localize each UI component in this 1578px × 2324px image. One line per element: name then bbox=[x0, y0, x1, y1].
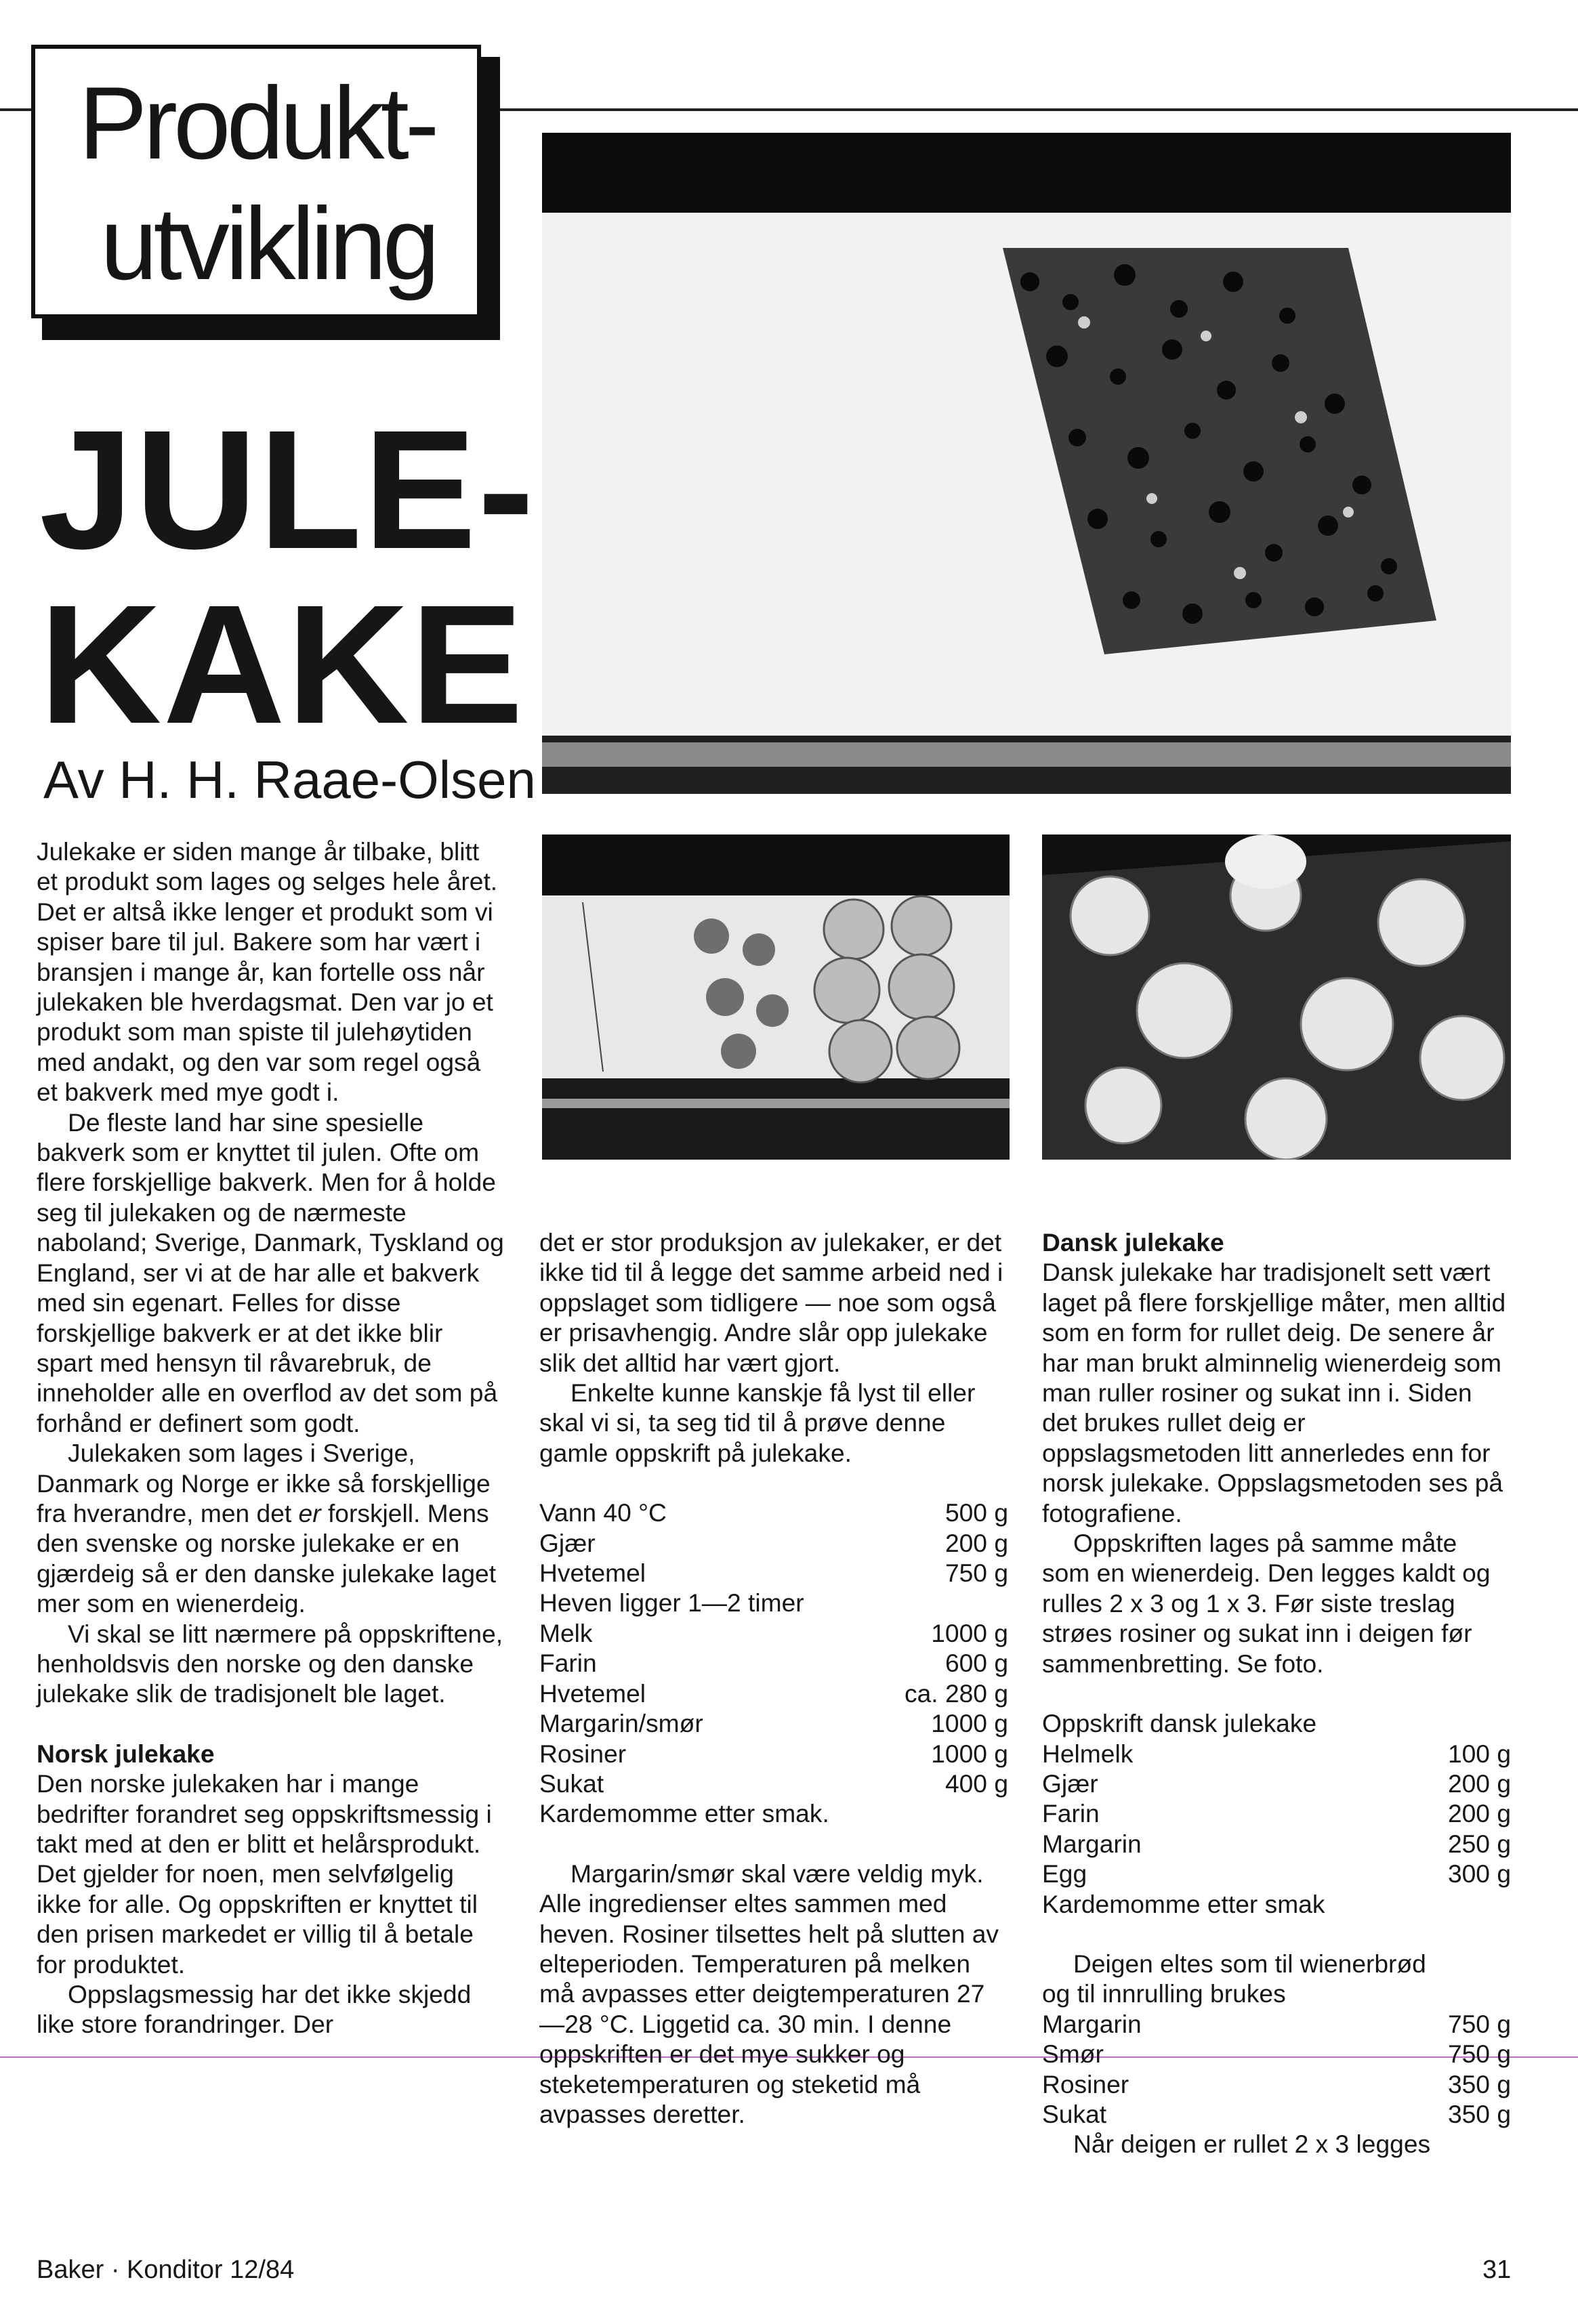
ingredient: Smør bbox=[1042, 2040, 1104, 2069]
amount: 300 g bbox=[1447, 1859, 1511, 1888]
recipe-row bbox=[1042, 1859, 1511, 1888]
amount: 200 g bbox=[1447, 1769, 1511, 1798]
ingredient: Egg bbox=[1042, 1859, 1087, 1888]
ingredient: Vann 40 °C bbox=[539, 1498, 667, 1527]
paragraph-norsk-1: Den norske julekaken har i mange bedrifter forandret seg oppskriftsmessig i takt med at den er blitt et helårsprodukt. Det gjelder for noen, men selvfølgelig ikke for alle. Og oppskriften er knyttet til den prisen markedet er villig til å betale for produktet. bbox=[37, 1769, 492, 1979]
emphasis: er bbox=[298, 1498, 321, 1527]
ingredient: Heven ligger 1—2 timer bbox=[539, 1588, 804, 1618]
paragraph-innrulling: og til innrulling brukes bbox=[1042, 1979, 1286, 2008]
ingredient: Sukat bbox=[539, 1769, 604, 1798]
amount: 750 g bbox=[944, 1559, 1008, 1588]
ingredient: Hvetemel bbox=[539, 1678, 646, 1708]
paragraph-norsk-2: Oppslagsmessig har det ikke skjedd like store forandringer. Der bbox=[37, 1980, 472, 2039]
footer-publication: Baker · Konditor 12/84 bbox=[37, 2256, 295, 2284]
ingredient: Kardemomme etter smak bbox=[1042, 1889, 1325, 1918]
paragraph-margarin: Margarin/smør skal være veldig myk. Alle ingredienser eltes sammen med heven. Rosiner tilsettes helt på slutten av elteperioden. Temperaturen på melken må avpasses etter deigtemperaturen 27—28 °C. Liggetid ca. 30 min. I denne oppskriften er det mye sukker og steketemperaturen og steketid må avpasses deretter. bbox=[539, 1859, 999, 2128]
column-3 bbox=[1042, 1227, 1511, 2159]
section-logo bbox=[31, 45, 481, 318]
recipe-row bbox=[539, 1588, 1008, 1618]
paragraph-sverige-danmark bbox=[37, 1438, 505, 1618]
spacer bbox=[37, 1709, 505, 1739]
amount: 1000 g bbox=[931, 1739, 1008, 1768]
spacer bbox=[539, 1468, 1008, 1498]
recipe-row bbox=[539, 1618, 1008, 1648]
amount: 1000 g bbox=[931, 1618, 1008, 1647]
paragraph-oppskriftene: Vi skal se litt nærmere på oppskriftene, henholdsvis den norske og den danske julekake slik de tradisjonelt ble laget. bbox=[37, 1619, 503, 1708]
spacer bbox=[539, 1829, 1008, 1859]
recipe-row bbox=[1042, 1798, 1511, 1828]
amount: 250 g bbox=[1447, 1829, 1511, 1858]
photo-dough-with-raisins bbox=[542, 133, 1511, 794]
paragraph-deigen-eltes: Deigen eltes som til wienerbrød bbox=[1073, 1949, 1426, 1978]
logo-line-2: utvikling bbox=[100, 186, 436, 301]
amount: 200 g bbox=[944, 1528, 1008, 1557]
ingredient: Hvetemel bbox=[539, 1559, 646, 1588]
amount: 350 g bbox=[1447, 2069, 1511, 2098]
recipe-row bbox=[539, 1558, 1008, 1588]
recipe-row bbox=[1042, 2099, 1511, 2129]
heading-dansk-julekake: Dansk julekake bbox=[1042, 1228, 1224, 1256]
photo-cakes-on-tray bbox=[1042, 834, 1511, 1160]
recipe-row bbox=[1042, 1889, 1511, 1919]
amount: 350 g bbox=[1447, 2099, 1511, 2128]
amount: 400 g bbox=[944, 1769, 1008, 1798]
byline: Av H. H. Raae-Olsen bbox=[43, 750, 536, 809]
recipe-title: Oppskrift dansk julekake bbox=[1042, 1709, 1317, 1738]
column-2 bbox=[539, 1227, 1008, 2129]
recipe-row bbox=[1042, 1739, 1511, 1769]
recipe-row bbox=[539, 1708, 1008, 1738]
ingredient: Margarin bbox=[1042, 2009, 1142, 2038]
paragraph-dansk-2: Oppskriften lages på samme måte som en wienerdeig. Den legges kaldt og rulles 2 x 3 og 1 x 3. Før siste treslag strøes rosiner og sukat inn i deigen før sammenbretting. Se foto. bbox=[1042, 1529, 1491, 1678]
amount: 100 g bbox=[1447, 1739, 1511, 1768]
recipe-row bbox=[539, 1498, 1008, 1527]
paragraph-intro: Julekake er siden mange år tilbake, blitt et produkt som lages og selges hele året. Det er altså ikke lenger et produkt som vi spiser bare til jul. Bakere som har vært i bransjen i mange år, kan fortelle oss når julekaken ble hverdagsmat. Den var jo et produkt som man spiste til julehøytiden med andakt, og den var som regel også et bakverk med mye godt i. bbox=[37, 837, 498, 1107]
recipe-row bbox=[1042, 2069, 1511, 2099]
recipe-row bbox=[539, 1769, 1008, 1798]
ingredient: Farin bbox=[1042, 1799, 1100, 1828]
amount: ca. 280 g bbox=[905, 1678, 1008, 1708]
ingredient: Margarin bbox=[1042, 1829, 1142, 1858]
recipe-norsk bbox=[539, 1498, 1008, 1828]
recipe-row bbox=[1042, 2009, 1511, 2039]
heading-norsk-julekake: Norsk julekake bbox=[37, 1739, 215, 1768]
amount: 750 g bbox=[1447, 2009, 1511, 2038]
ingredient: Helmelk bbox=[1042, 1739, 1134, 1768]
recipe-row bbox=[539, 1528, 1008, 1558]
paragraph-produksjon: det er stor produksjon av julekaker, er det ikke tid til å legge det samme arbeid ned i oppslaget som tidligere — noe som også er prisavhengig. Andre slår opp julekake slik det alltid har vært gjort. bbox=[539, 1228, 1003, 1377]
ingredient: Rosiner bbox=[1042, 2069, 1129, 2098]
ingredient: Sukat bbox=[1042, 2099, 1107, 2128]
page-number: 31 bbox=[1482, 2256, 1512, 2284]
ingredient: Gjær bbox=[539, 1528, 596, 1557]
recipe-row bbox=[1042, 1769, 1511, 1798]
recipe-row bbox=[1042, 1829, 1511, 1859]
ingredient: Gjær bbox=[1042, 1769, 1098, 1798]
paragraph-bakverk: De fleste land har sine spesielle bakverk som er knyttet til julen. Ofte om flere forskjellige bakverk. Men for å holde seg til julekaken og de nærmeste naboland; Sverige, Danmark, Tyskland og England, ser vi at de har alle et bakverk med sin egenart. Felles for disse forskjellige bakverk er at det ikke blir spart med hensyn til råvarebruk, de inneholder alle en overflod av det som på forhånd er definert som godt. bbox=[37, 1107, 504, 1437]
spacer bbox=[1042, 1678, 1511, 1708]
paragraph-enkelte: Enkelte kunne kanskje få lyst til eller skal vi si, ta seg tid til å prøve denne gamle oppskrift på julekake. bbox=[539, 1378, 976, 1467]
photo-rolled-dough-pieces bbox=[542, 834, 1010, 1160]
paragraph-closing: Når deigen er rullet 2 x 3 legges bbox=[1073, 2130, 1431, 2159]
recipe-row bbox=[539, 1798, 1008, 1828]
ingredient: Melk bbox=[539, 1618, 593, 1647]
amount: 200 g bbox=[1447, 1799, 1511, 1828]
column-1 bbox=[37, 837, 505, 2040]
headline-line-1: JULE- bbox=[39, 395, 536, 584]
headline-line-2: KAKE bbox=[39, 570, 525, 759]
recipe-row bbox=[539, 1648, 1008, 1678]
ingredient: Rosiner bbox=[539, 1739, 627, 1768]
ingredient: Margarin/smør bbox=[539, 1709, 703, 1738]
logo-line-1: Produkt- bbox=[79, 66, 436, 181]
recipe-row bbox=[539, 1678, 1008, 1708]
ingredient: Kardemomme etter smak. bbox=[539, 1799, 829, 1828]
text-run: Julekaken som lages i Sverige, Danmark og Norge er ikke så forskjellige fra hverandre, men det bbox=[37, 1439, 491, 1527]
amount: 600 g bbox=[944, 1649, 1008, 1678]
recipe-row bbox=[539, 1739, 1008, 1769]
recipe-innrulling bbox=[1042, 2009, 1511, 2130]
amount: 1000 g bbox=[931, 1709, 1008, 1738]
ingredient: Farin bbox=[539, 1649, 597, 1678]
recipe-dansk bbox=[1042, 1739, 1511, 1919]
text-run: forskjell. Mens den svenske og norske julekake er en gjærdeig så er den danske julekake laget mer som en wienerdeig. bbox=[37, 1498, 497, 1618]
paragraph-dansk-1: Dansk julekake har tradisjonelt sett vært laget på flere forskjellige måter, men alltid som en form for rullet deig. De senere år har man brukt alminnelig wienerdeig som man ruller rosiner og sukat inn i. Siden det brukes rullet deig er oppslagsmetoden litt annerledes enn for norsk julekake. Oppslagsmetoden ses på fotografiene. bbox=[1042, 1258, 1506, 1527]
amount: 500 g bbox=[944, 1498, 1008, 1527]
spacer bbox=[1042, 1919, 1511, 1949]
amount: 750 g bbox=[1447, 2040, 1511, 2069]
recipe-row bbox=[1042, 2039, 1511, 2069]
